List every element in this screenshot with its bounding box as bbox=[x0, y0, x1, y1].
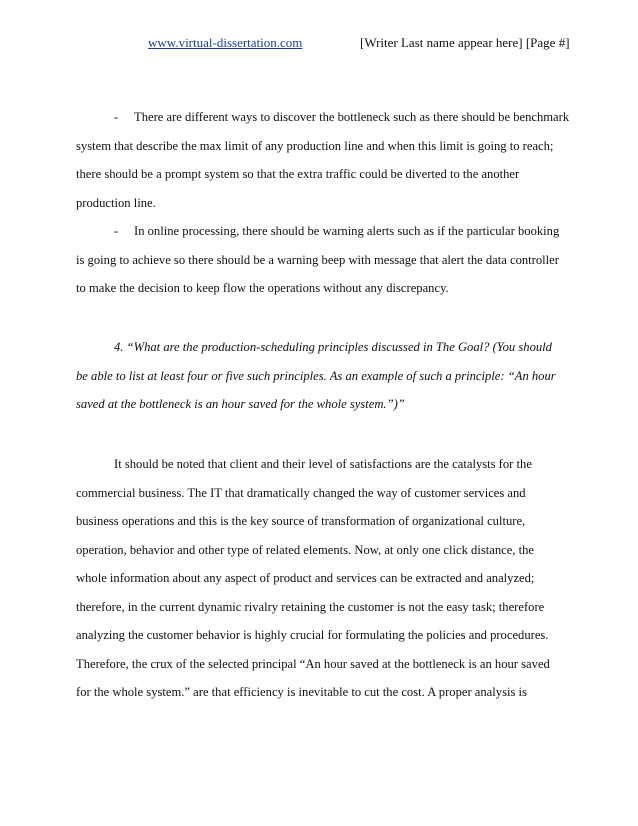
answer-line-7: analyzing the customer behavior is highly crucial for formulating the policies and procedures. bbox=[76, 628, 549, 642]
question-line-3: saved at the bottleneck is an hour saved for the whole system.”)” bbox=[76, 397, 405, 411]
bullet-item-2-line-2: is going to achieve so there should be a warning beep with message that alert the data controller bbox=[76, 252, 559, 267]
bullet-item-1-line-3: there should be a prompt system so that the extra traffic could be diverted to the another bbox=[76, 167, 520, 181]
answer-line-9: for the whole system.” are that efficiency is inevitable to cut the cost. A proper analysis is bbox=[76, 685, 527, 699]
answer-line-1: It should be noted that client and their level of satisfactions are the catalysts for the bbox=[114, 457, 532, 471]
question-line-2: be able to list at least four or five such principles. As an example of such a principle: “An hour bbox=[76, 368, 556, 383]
bullet-item-1-line-4: production line. bbox=[76, 195, 156, 210]
running-head: [Writer Last name appear here] [Page #] bbox=[360, 35, 570, 50]
answer-line-2: commercial business. The IT that dramatically changed the way of customer services and bbox=[76, 485, 526, 500]
bullet-dash: - bbox=[114, 224, 119, 238]
answer-line-3: business operations and this is the key source of transformation of organizational culture, bbox=[76, 514, 526, 528]
answer-line-8: Therefore, the crux of the selected principal “An hour saved at the bottleneck is an hour saved bbox=[76, 656, 550, 671]
website-link[interactable]: www.virtual-dissertation.com bbox=[148, 35, 303, 50]
answer-paragraph bbox=[76, 450, 576, 707]
bullet-list bbox=[76, 103, 576, 303]
question-paragraph bbox=[76, 333, 576, 419]
answer-line-6: therefore, in the current dynamic rivalry retaining the customer is not the easy task; therefore bbox=[76, 599, 545, 614]
bullet-item-1-line-2: system that describe the max limit of any production line and when this limit is going to reach; bbox=[76, 138, 554, 153]
bullet-dash: - bbox=[114, 110, 119, 124]
bullet-text: In online processing, there should be warning alerts such as if the particular booking bbox=[134, 224, 560, 238]
bullet-text: There are different ways to discover the bottleneck such as there should be benchmark bbox=[134, 110, 570, 124]
bullet-item-1-line-1 bbox=[76, 103, 576, 132]
bullet-item-2-line-3: to make the decision to keep flow the operations without any discrepancy. bbox=[76, 281, 449, 295]
answer-line-4: operation, behavior and other type of related elements. Now, at only one click distance, the bbox=[76, 542, 534, 557]
question-line-1: 4. “What are the production-scheduling principles discussed in The Goal? (You should bbox=[114, 340, 552, 354]
bullet-item-2-line-1 bbox=[76, 217, 576, 246]
answer-line-5: whole information about any aspect of product and services can be extracted and analyzed; bbox=[76, 571, 535, 585]
page-header bbox=[0, 35, 638, 55]
